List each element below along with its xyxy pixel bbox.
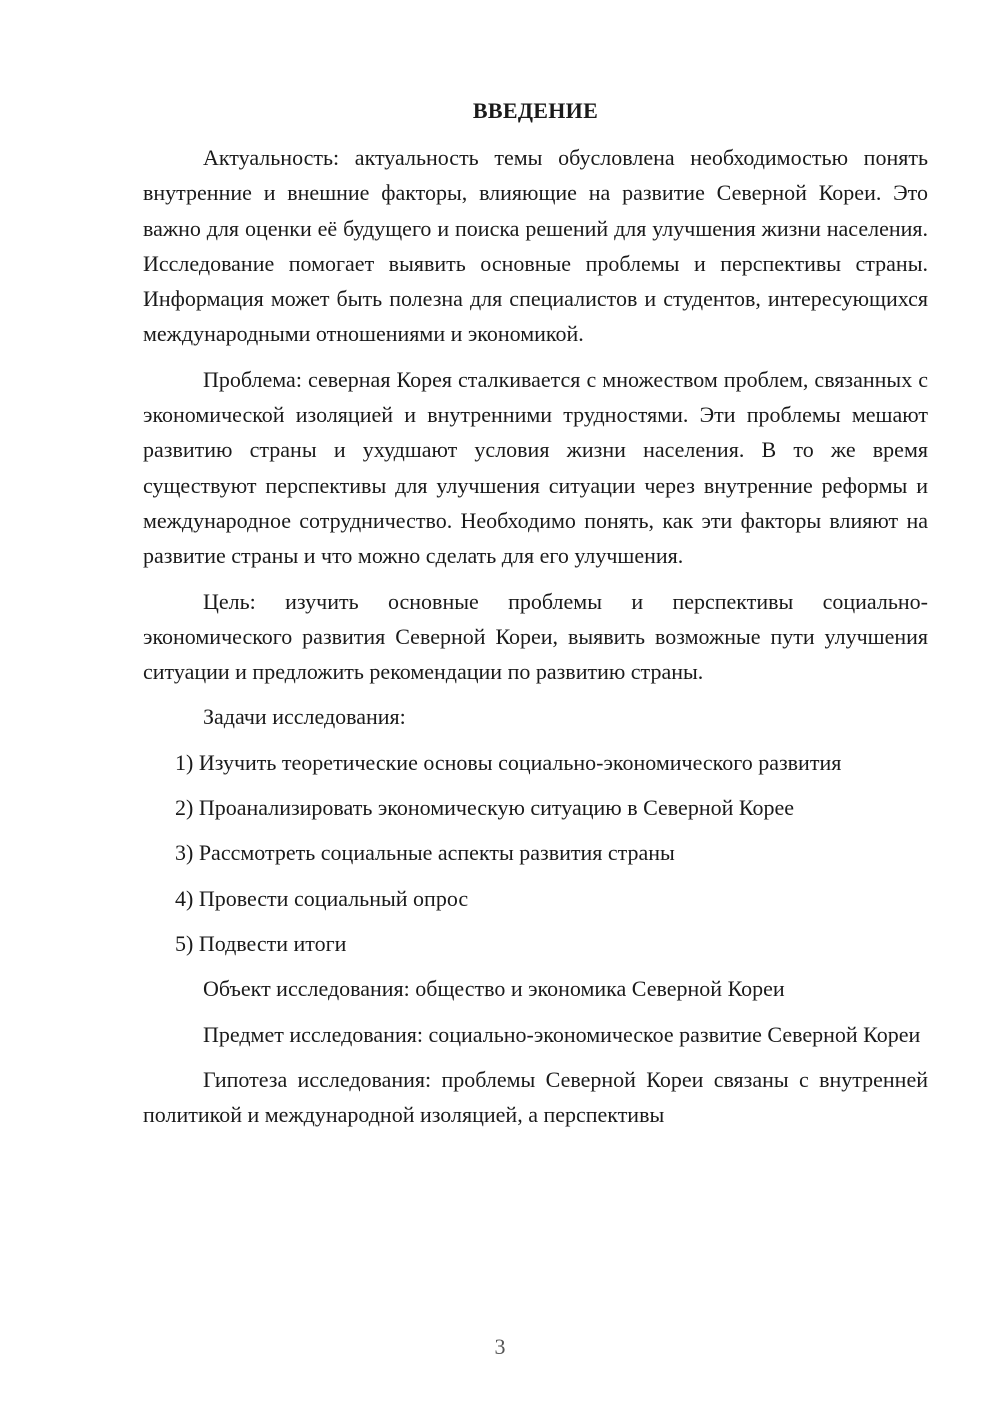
task-item-1: 1) Изучить теоретические основы социально-экономического развития bbox=[175, 749, 842, 775]
research-object-paragraph: Объект исследования: общество и экономика Северной Кореи bbox=[203, 976, 785, 1002]
page-content bbox=[143, 96, 928, 1142]
goal-paragraph: Цель: изучить основные проблемы и перспективы социально-экономического развития Северной Кореи, выявить возможные пути улучшения ситуации и предложить рекомендации по развитию страны. bbox=[143, 588, 928, 685]
research-subject-paragraph: Предмет исследования: социально-экономическое развитие Северной Кореи bbox=[203, 1021, 921, 1047]
hypothesis-paragraph: Гипотеза исследования: проблемы Северной Кореи связаны с внутренней политикой и международной изоляцией, а перспективы bbox=[143, 1066, 928, 1128]
page-number: 3 bbox=[494, 1334, 506, 1359]
task-item-2: 2) Проанализировать экономическую ситуацию в Северной Корее bbox=[175, 795, 794, 821]
tasks-heading: Задачи исследования: bbox=[203, 704, 406, 730]
task-item-5: 5) Подвести итоги bbox=[175, 930, 347, 956]
problem-paragraph: Проблема: северная Корея сталкивается с множеством проблем, связанных с экономической изоляцией и внутренними трудностями. Эти проблемы мешают развитию страны и ухудшают условия жизни населения. В то же время существуют перспективы для улучшения ситуации через внутренние реформы и международное сотрудничество. Необходимо понять, как эти факторы влияют на развитие страны и что можно сделать для его улучшения. bbox=[143, 366, 928, 569]
task-item-3: 3) Рассмотреть социальные аспекты развития страны bbox=[175, 840, 675, 866]
section-title: ВВЕДЕНИЕ bbox=[472, 98, 599, 123]
relevance-paragraph: Актуальность: актуальность темы обусловлена необходимостью понять внутренние и внешние факторы, влияющие на развитие Северной Кореи. Это важно для оценки её будущего и поиска решений для улучшения жизни населения. Исследование помогает выявить основные проблемы и перспективы страны. Информация может быть полезна для специалистов и студентов, интересующихся международными отношениями и экономикой. bbox=[143, 145, 928, 347]
task-item-4: 4) Провести социальный опрос bbox=[175, 885, 469, 911]
